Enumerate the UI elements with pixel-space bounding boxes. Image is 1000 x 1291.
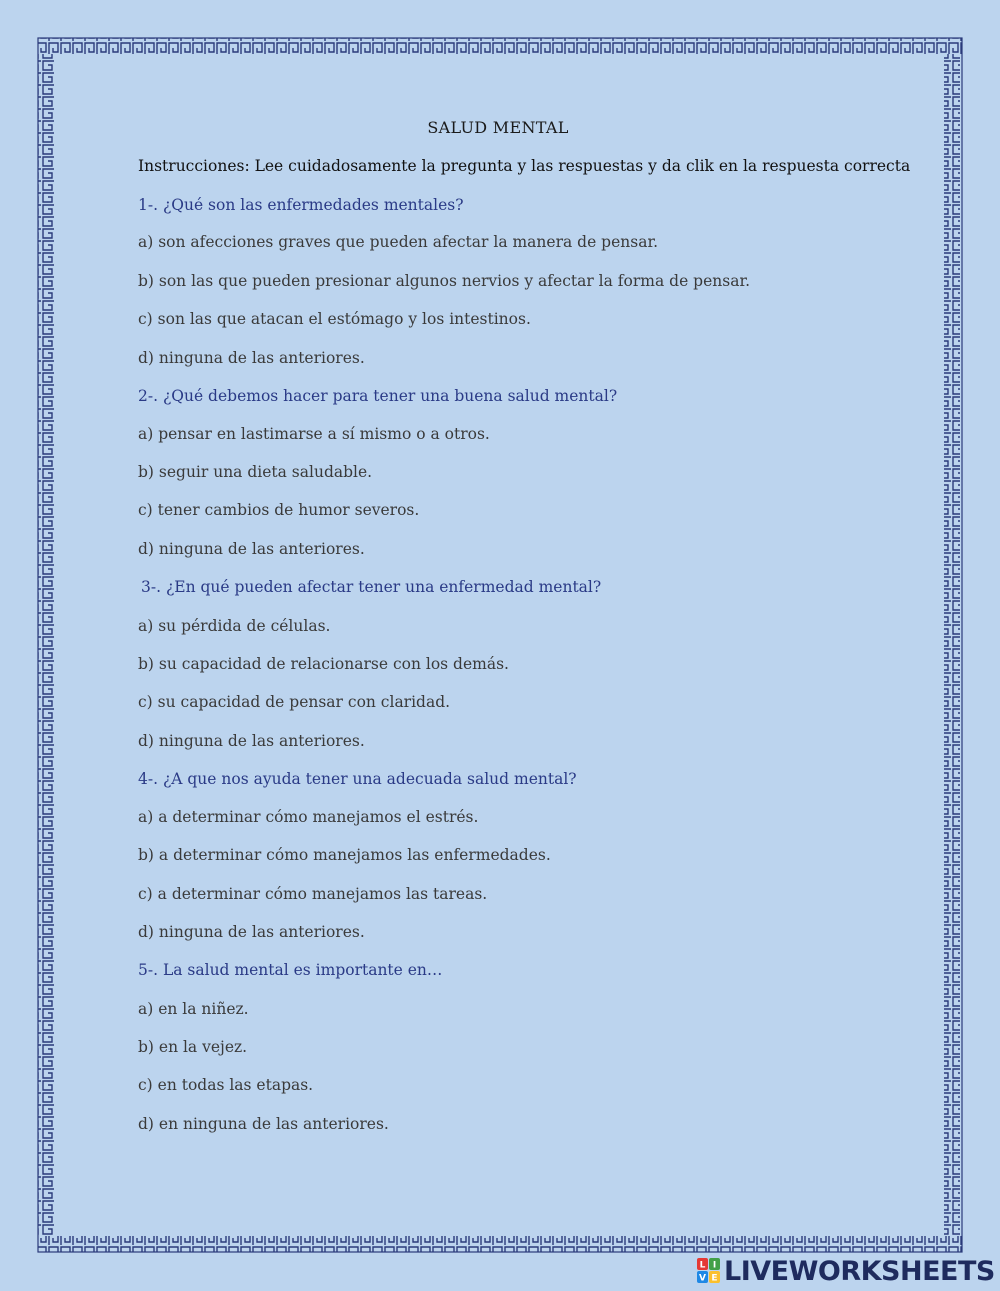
question-3-option-b[interactable]: b) su capacidad de relacionarse con los demás.	[138, 655, 509, 673]
liveworksheets-logo[interactable]	[697, 1256, 995, 1286]
question-3: 3-. ¿En qué pueden afectar tener una enfermedad mental?	[141, 578, 602, 596]
question-2-option-a[interactable]: a) pensar en lastimarse a sí mismo o a otros.	[138, 425, 490, 443]
logo-wordmark: LIVEWORKSHEETS	[724, 1255, 995, 1287]
question-4-option-b[interactable]: b) a determinar cómo manejamos las enfermedades.	[138, 846, 551, 864]
liveworksheets-badge-icon	[697, 1258, 721, 1284]
question-2-option-b[interactable]: b) seguir una dieta saludable.	[138, 463, 373, 481]
question-5-option-d[interactable]: d) en ninguna de las anteriores.	[138, 1115, 389, 1133]
page-title: SALUD MENTAL	[427, 118, 569, 137]
question-3-option-c[interactable]: c) su capacidad de pensar con claridad.	[138, 693, 451, 711]
question-5-option-c[interactable]: c) en todas las etapas.	[138, 1076, 314, 1094]
question-3-option-a[interactable]: a) su pérdida de células.	[138, 617, 331, 635]
question-1: 1-. ¿Qué son las enfermedades mentales?	[138, 196, 464, 214]
question-3-option-d[interactable]: d) ninguna de las anteriores.	[138, 732, 365, 750]
question-1-option-d[interactable]: d) ninguna de las anteriores.	[138, 349, 365, 367]
question-5-option-a[interactable]: a) en la niñez.	[138, 1000, 249, 1018]
question-2-option-d[interactable]: d) ninguna de las anteriores.	[138, 540, 365, 558]
logo-badge-letter: L	[699, 1260, 706, 1271]
question-4-option-c[interactable]: c) a determinar cómo manejamos las tareas.	[138, 885, 488, 903]
logo-badge-letter: E	[711, 1273, 718, 1284]
instructions-text: Instrucciones: Lee cuidadosamente la pregunta y las respuestas y da clik en la respuesta correcta	[138, 157, 911, 175]
question-4-option-a[interactable]: a) a determinar cómo manejamos el estrés.	[138, 808, 479, 826]
question-1-option-b[interactable]: b) son las que pueden presionar algunos nervios y afectar la forma de pensar.	[138, 272, 751, 290]
question-1-option-c[interactable]: c) son las que atacan el estómago y los intestinos.	[138, 310, 531, 328]
question-4: 4-. ¿A que nos ayuda tener una adecuada salud mental?	[138, 770, 577, 788]
logo-badge-letter: V	[699, 1273, 706, 1284]
question-2: 2-. ¿Qué debemos hacer para tener una buena salud mental?	[138, 387, 618, 405]
question-2-option-c[interactable]: c) tener cambios de humor severos.	[138, 501, 420, 519]
logo-badge-letter: I	[712, 1260, 717, 1271]
question-1-option-a[interactable]: a) son afecciones graves que pueden afectar la manera de pensar.	[138, 233, 659, 251]
question-4-option-d[interactable]: d) ninguna de las anteriores.	[138, 923, 365, 941]
question-5: 5-. La salud mental es importante en…	[138, 961, 443, 979]
question-5-option-b[interactable]: b) en la vejez.	[138, 1038, 248, 1056]
